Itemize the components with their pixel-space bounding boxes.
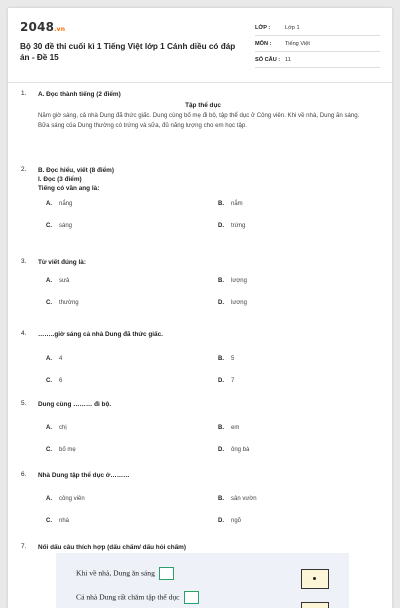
meta-value: Tiếng Việt: [285, 41, 310, 47]
option-letter: C.: [46, 447, 52, 453]
sentence-text: Cả nhà Dung rất chăm tập thể dục: [76, 592, 180, 602]
question-subtitle: I. Đọc (3 điểm): [38, 176, 82, 183]
option-text: 5: [231, 356, 235, 362]
option-text: thường: [59, 300, 79, 306]
logo-main: 2048: [20, 20, 55, 34]
option-text: chị: [59, 425, 67, 431]
question-number: 4.: [21, 330, 27, 337]
option-b[interactable]: [218, 496, 368, 508]
meta-key: MÔN :: [255, 41, 272, 47]
question-title: Từ viết đúng là:: [38, 259, 86, 266]
option-letter: B.: [218, 278, 224, 284]
question-mark-card[interactable]: [301, 602, 329, 608]
option-letter: B.: [218, 425, 224, 431]
option-letter: A.: [46, 425, 52, 431]
option-text: 6: [59, 378, 63, 384]
option-b[interactable]: [218, 356, 368, 368]
option-letter: C.: [46, 223, 52, 229]
option-text: nắng: [59, 201, 73, 207]
option-c[interactable]: [46, 518, 196, 530]
meta-key: SỐ CÂU :: [255, 57, 281, 63]
option-text: em: [231, 425, 240, 431]
option-d[interactable]: [218, 223, 368, 235]
sentence-text: Khi về nhà, Dung ăn sáng: [76, 568, 155, 578]
option-letter: C.: [46, 300, 52, 306]
option-d[interactable]: [218, 378, 368, 390]
question-number: 5.: [21, 400, 27, 407]
question-title: Nối dấu câu thích hợp (dấu chấm/ dấu hỏi chấm): [38, 544, 186, 551]
question-title: Dung cùng ……… đi bộ.: [38, 401, 112, 408]
question-number: 3.: [21, 258, 27, 265]
option-text: 7: [231, 378, 235, 384]
option-letter: D.: [218, 447, 224, 453]
option-text: nắm: [231, 201, 243, 207]
option-text: trứng: [231, 223, 246, 229]
option-a[interactable]: [46, 201, 196, 213]
sentence-1: [76, 567, 174, 580]
option-letter: A.: [46, 496, 52, 502]
option-c[interactable]: [46, 378, 196, 390]
option-a[interactable]: [46, 425, 196, 437]
option-d[interactable]: [218, 518, 368, 530]
meta-table: [255, 22, 380, 70]
answer-box[interactable]: [184, 591, 199, 604]
question-title: Nhà Dung tập thể dục ở………: [38, 472, 130, 479]
option-b[interactable]: [218, 425, 368, 437]
option-text: lương: [231, 300, 247, 306]
option-a[interactable]: [46, 496, 196, 508]
exam-page: [8, 8, 392, 608]
option-letter: A.: [46, 278, 52, 284]
document-title: Bộ 30 đề thi cuối kì 1 Tiếng Việt lớp 1 Cánh diều có đáp án - Đề 15: [20, 42, 236, 62]
option-letter: C.: [46, 518, 52, 524]
option-text: bố mẹ: [59, 447, 76, 453]
answer-box[interactable]: [159, 567, 174, 580]
option-letter: D.: [218, 300, 224, 306]
meta-value: Lớp 1: [285, 25, 300, 31]
option-letter: C.: [46, 378, 52, 384]
option-text: ngõ: [231, 518, 242, 524]
logo-suffix: .vn: [54, 26, 66, 33]
meta-row-count: [255, 54, 380, 68]
question-number: 7.: [21, 543, 27, 550]
passage-title: Tập thể dục: [185, 102, 221, 109]
passage-text: Năm giờ sáng, cả nhà Dung đã thức giấc. Dung cùng bố mẹ đi bộ, tập thể dục ở Công viên. Khi về nhà, Dung ăn sáng. Bữa sáng của Dung thường có trứng và sữa, đủ năng lượng cho em học tập.: [38, 112, 360, 129]
meta-row-subject: [255, 38, 380, 52]
option-letter: D.: [218, 378, 224, 384]
option-c[interactable]: [46, 447, 196, 459]
question-number: 6.: [21, 471, 27, 478]
option-letter: D.: [218, 518, 224, 524]
period-card[interactable]: [301, 569, 329, 589]
option-letter: B.: [218, 201, 224, 207]
option-text: sân vườn: [231, 496, 257, 502]
question-prompt: Tiếng có vần ang là:: [38, 185, 100, 192]
period-dot-icon: [313, 577, 316, 580]
meta-value: 11: [285, 57, 291, 63]
meta-row-class: [255, 22, 380, 36]
option-text: công viên: [59, 496, 85, 502]
options-grid: [38, 201, 368, 247]
page-header: [20, 20, 380, 78]
meta-key: LỚP :: [255, 25, 271, 31]
option-text: 4: [59, 356, 63, 362]
option-d[interactable]: [218, 447, 368, 459]
option-text: sáng: [59, 223, 73, 229]
options-grid: [38, 347, 368, 393]
sentence-2: [76, 591, 199, 604]
options-grid: [38, 275, 368, 321]
options-grid: [38, 488, 368, 534]
question-title: ……..giờ sáng cả nhà Dung đã thức giấc.: [38, 331, 163, 338]
option-b[interactable]: [218, 201, 368, 213]
question-title: B. Đọc hiểu, viết (8 điểm): [38, 167, 114, 174]
option-b[interactable]: [218, 278, 368, 290]
site-logo[interactable]: [20, 20, 65, 34]
option-letter: B.: [218, 496, 224, 502]
option-text: sưả: [59, 278, 70, 284]
option-text: lượng: [231, 278, 247, 284]
option-letter: A.: [46, 356, 52, 362]
option-a[interactable]: [46, 278, 196, 290]
question-number: 2.: [21, 166, 27, 173]
option-d[interactable]: [218, 300, 368, 312]
question-number: 1.: [21, 90, 27, 97]
option-text: nhà: [59, 518, 70, 524]
question-title: A. Đọc thành tiếng (2 điểm): [38, 91, 121, 98]
option-c[interactable]: [46, 223, 196, 235]
option-letter: D.: [218, 223, 224, 229]
option-c[interactable]: [46, 300, 196, 312]
option-letter: A.: [46, 201, 52, 207]
options-grid: [38, 417, 368, 463]
header-divider: [8, 82, 392, 83]
option-a[interactable]: [46, 356, 196, 368]
option-letter: B.: [218, 356, 224, 362]
option-text: ông bà: [231, 447, 250, 453]
